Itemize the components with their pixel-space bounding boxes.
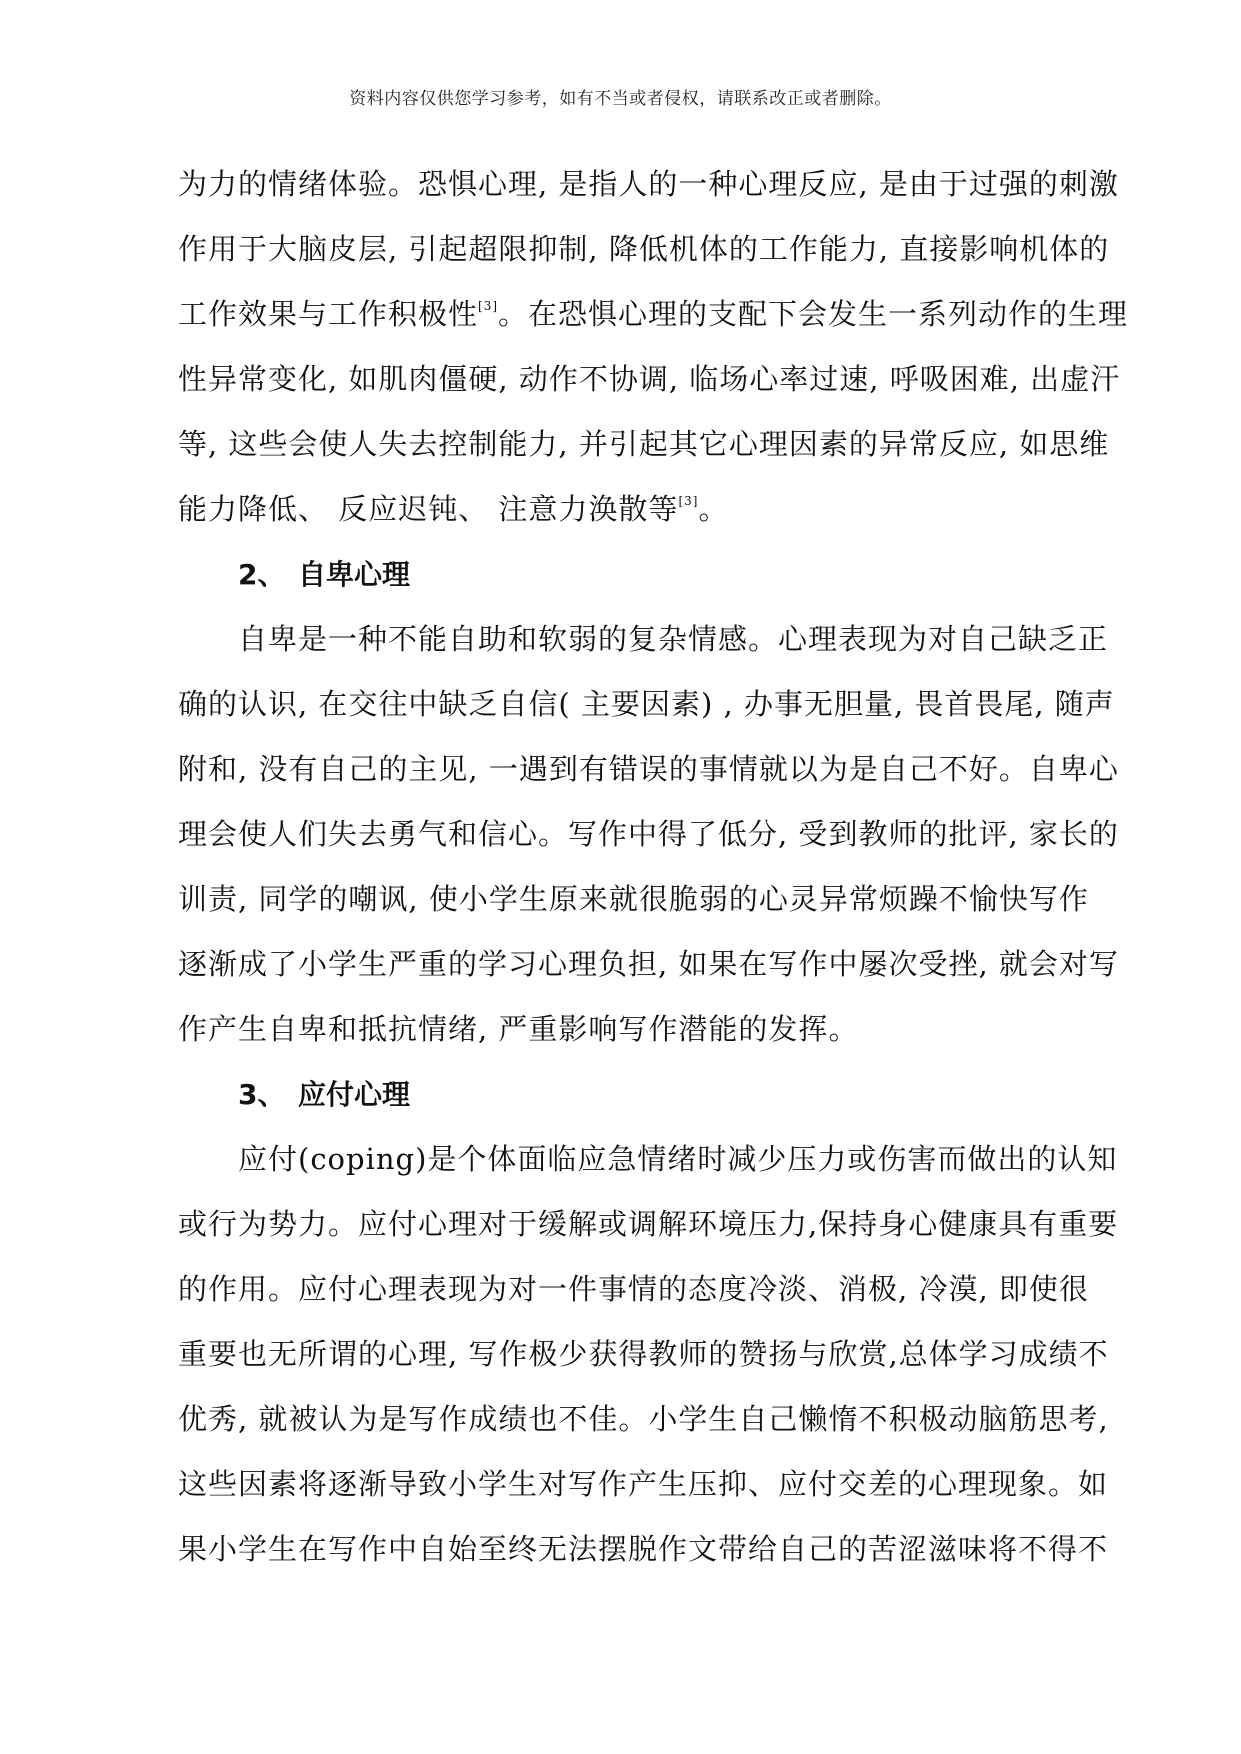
- paragraph-line: 应付(coping)是个体面临应急情绪时减少压力或伤害而做出的认知: [238, 1142, 1118, 1176]
- text-fragment: 。: [698, 492, 729, 526]
- paragraph-line: 理会使人们失去勇气和信心。写作中得了低分, 受到教师的批评, 家长的: [178, 817, 1119, 851]
- paragraph-line: 的作用。应付心理表现为对一件事情的态度冷淡、消极, 冷漠, 即使很: [178, 1272, 1089, 1306]
- section-title: 应付心理: [298, 1078, 411, 1111]
- section-heading-inferiority: [178, 542, 1138, 607]
- document-body: [178, 152, 1138, 1582]
- paragraph-line: 这些因素将逐渐导致小学生对写作产生压抑、应付交差的心理现象。如: [178, 1467, 1109, 1501]
- section-title: 自卑心理: [298, 558, 411, 591]
- paragraph-line: 性异常变化, 如肌肉僵硬, 动作不协调, 临场心率过速, 呼吸困难, 出虚汗: [178, 362, 1121, 396]
- paragraph-line: 作用于大脑皮层, 引起超限抑制, 降低机体的工作能力, 直接影响机体的: [178, 232, 1110, 266]
- text-fragment: 工作效果与工作积极性: [178, 297, 479, 331]
- paragraph-line: 重要也无所谓的心理, 写作极少获得教师的赞扬与欣赏,总体学习成绩不: [178, 1337, 1109, 1371]
- paragraph-line: 附和, 没有自己的主见, 一遇到有错误的事情就以为是自己不好。自卑心: [178, 752, 1119, 786]
- citation-superscript: [3]: [478, 299, 499, 313]
- paragraph-line: 等, 这些会使人失去控制能力, 并引起其它心理因素的异常反应, 如思维: [178, 427, 1110, 461]
- section-number: 2、: [238, 558, 286, 591]
- document-header-notice: 资料内容仅供您学习参考，如有不当或者侵权，请联系改正或者删除。: [349, 89, 892, 109]
- paragraph-line: [178, 282, 1138, 347]
- paragraph-line: 为力的情绪体验。恐惧心理, 是指人的一种心理反应, 是由于过强的刺激: [178, 167, 1119, 201]
- section-number: 3、: [238, 1078, 286, 1111]
- paragraph-line: 逐渐成了小学生严重的学习心理负担, 如果在写作中屡次受挫, 就会对写: [178, 947, 1119, 981]
- paragraph-line: 自卑是一种不能自助和软弱的复杂情感。心理表现为对自己缺乏正: [238, 622, 1109, 656]
- paragraph-line: 训责, 同学的嘲讽, 使小学生原来就很脆弱的心灵异常烦躁不愉快写作: [178, 882, 1089, 916]
- paragraph-line: 果小学生在写作中自始至终无法摆脱作文带给自己的苦涩滋味将不得不: [178, 1532, 1109, 1566]
- paragraph-line: 优秀, 就被认为是写作成绩也不佳。小学生自己懒惰不积极动脑筋思考,: [178, 1402, 1109, 1436]
- paragraph-line: 作产生自卑和抵抗情绪, 严重影响写作潜能的发挥。: [178, 1012, 859, 1046]
- paragraph-line: 或行为势力。应付心理对于缓解或调解环境压力,保持身心健康具有重要: [178, 1207, 1119, 1241]
- section-heading-coping: [178, 1062, 1138, 1127]
- citation-superscript: [3]: [678, 494, 699, 508]
- paragraph-line: [178, 477, 1138, 542]
- paragraph-line: 确的认识, 在交往中缺乏自信( 主要因素) , 办事无胆量, 畏首畏尾, 随声: [178, 687, 1115, 721]
- text-fragment: 。在恐惧心理的支配下会发生一系列动作的生理: [498, 297, 1129, 331]
- text-fragment: 能力降低、 反应迟钝、 注意力涣散等: [178, 492, 679, 526]
